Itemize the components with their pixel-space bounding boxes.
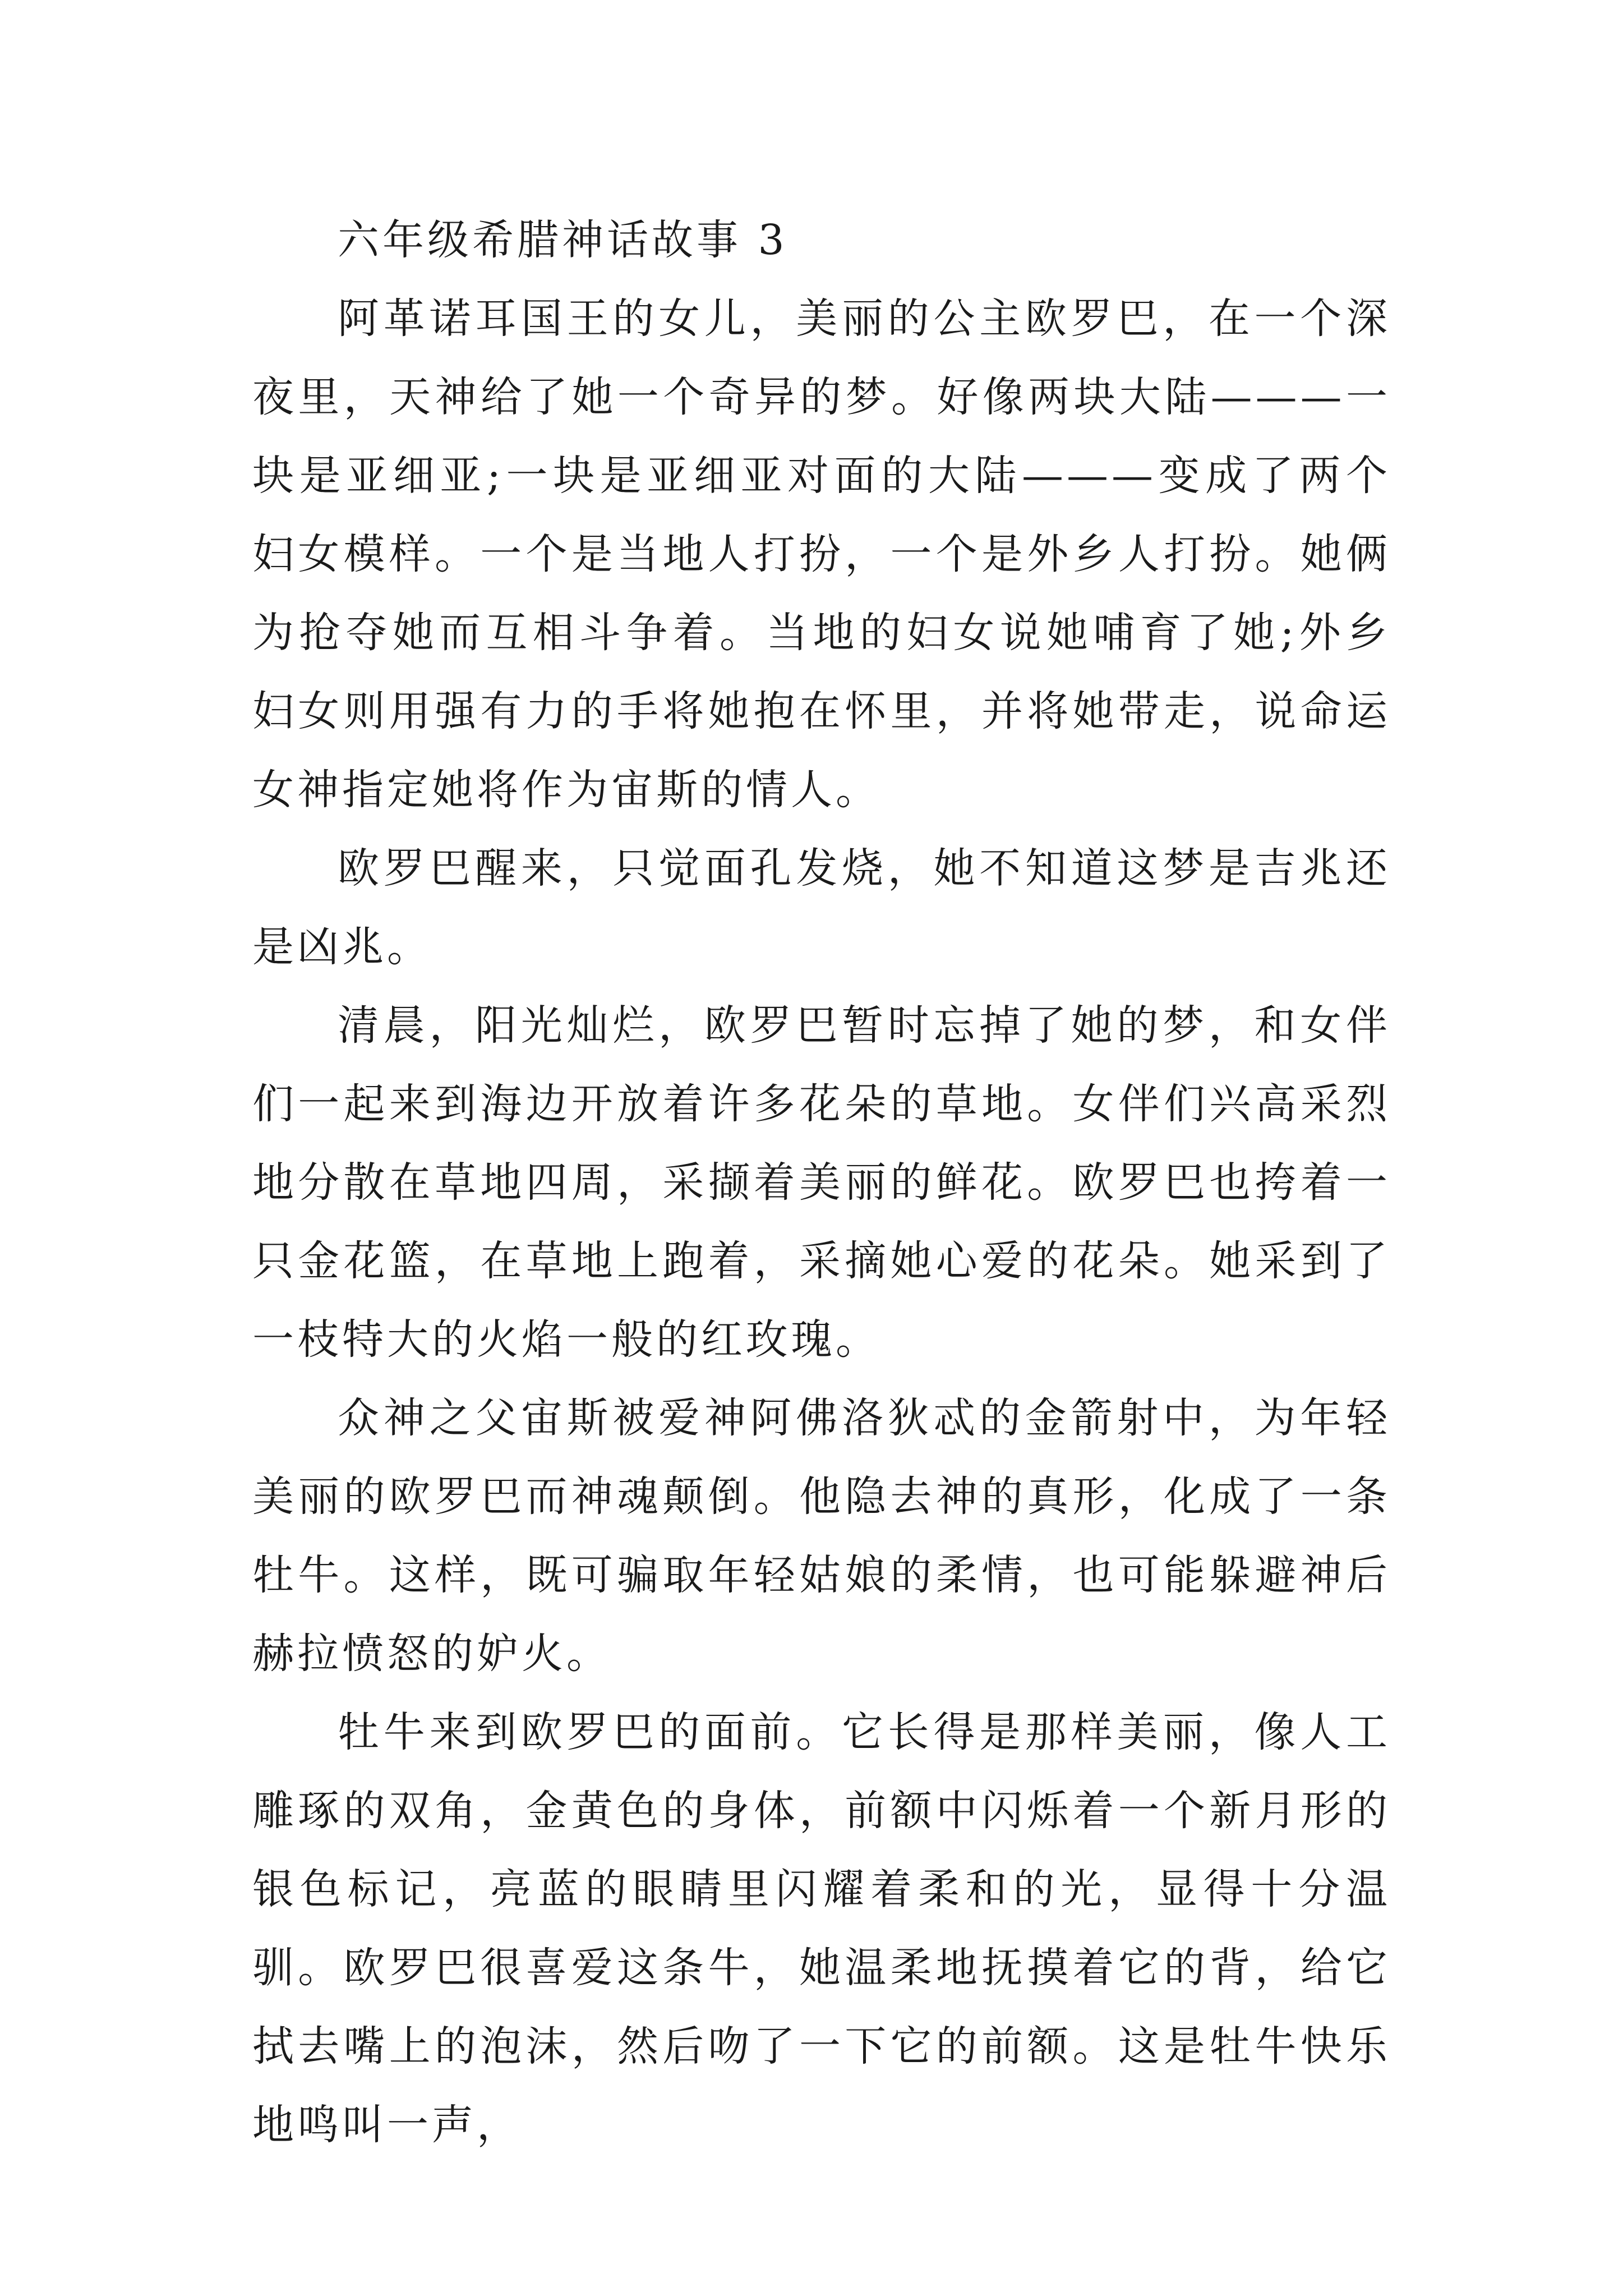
paragraph-3: 清晨，阳光灿烂，欧罗巴暂时忘掉了她的梦，和女伴们一起来到海边开放着许多花朵的草地。女伴们兴高采烈地分散在草地四周，采撷着美丽的鲜花。欧罗巴也挎着一只金花篮，在草地上跑着，采摘她心爱的花朵。她采到了一枝特大的火焰一般的红玫瑰。 <box>252 1001 1391 1364</box>
paragraph-4: 众神之父宙斯被爱神阿佛洛狄忒的金箭射中，为年轻美丽的欧罗巴而神魂颠倒。他隐去神的真形，化成了一条牡牛。这样，既可骗取年轻姑娘的柔情，也可能躲避神后赫拉愤怒的妒火。 <box>252 1394 1391 1678</box>
document-body <box>252 201 1391 2164</box>
document-title: 六年级希腊神话故事 3 <box>338 216 788 264</box>
paragraph-2: 欧罗巴醒来，只觉面孔发烧，她不知道这梦是吉兆还是凶兆。 <box>252 844 1391 971</box>
paragraph-5: 牡牛来到欧罗巴的面前。它长得是那样美丽，像人工雕琢的双角，金黄色的身体，前额中闪烁着一个新月形的银色标记，亮蓝的眼睛里闪耀着柔和的光，显得十分温驯。欧罗巴很喜爱这条牛，她温柔地抚摸着它的背，给它拭去嘴上的泡沫，然后吻了一下它的前额。这是牡牛快乐地鸣叫一声， <box>252 1708 1391 2149</box>
paragraph-1: 阿革诺耳国王的女儿，美丽的公主欧罗巴，在一个深夜里，天神给了她一个奇异的梦。好像两块大陆———一块是亚细亚;一块是亚细亚对面的大陆———变成了两个妇女模样。一个是当地人打扮，一个是外乡人打扮。她俩为抢夺她而互相斗争着。当地的妇女说她哺育了她;外乡妇女则用强有力的手将她抱在怀里，并将她带走，说命运女神指定她将作为宙斯的情人。 <box>252 295 1391 814</box>
